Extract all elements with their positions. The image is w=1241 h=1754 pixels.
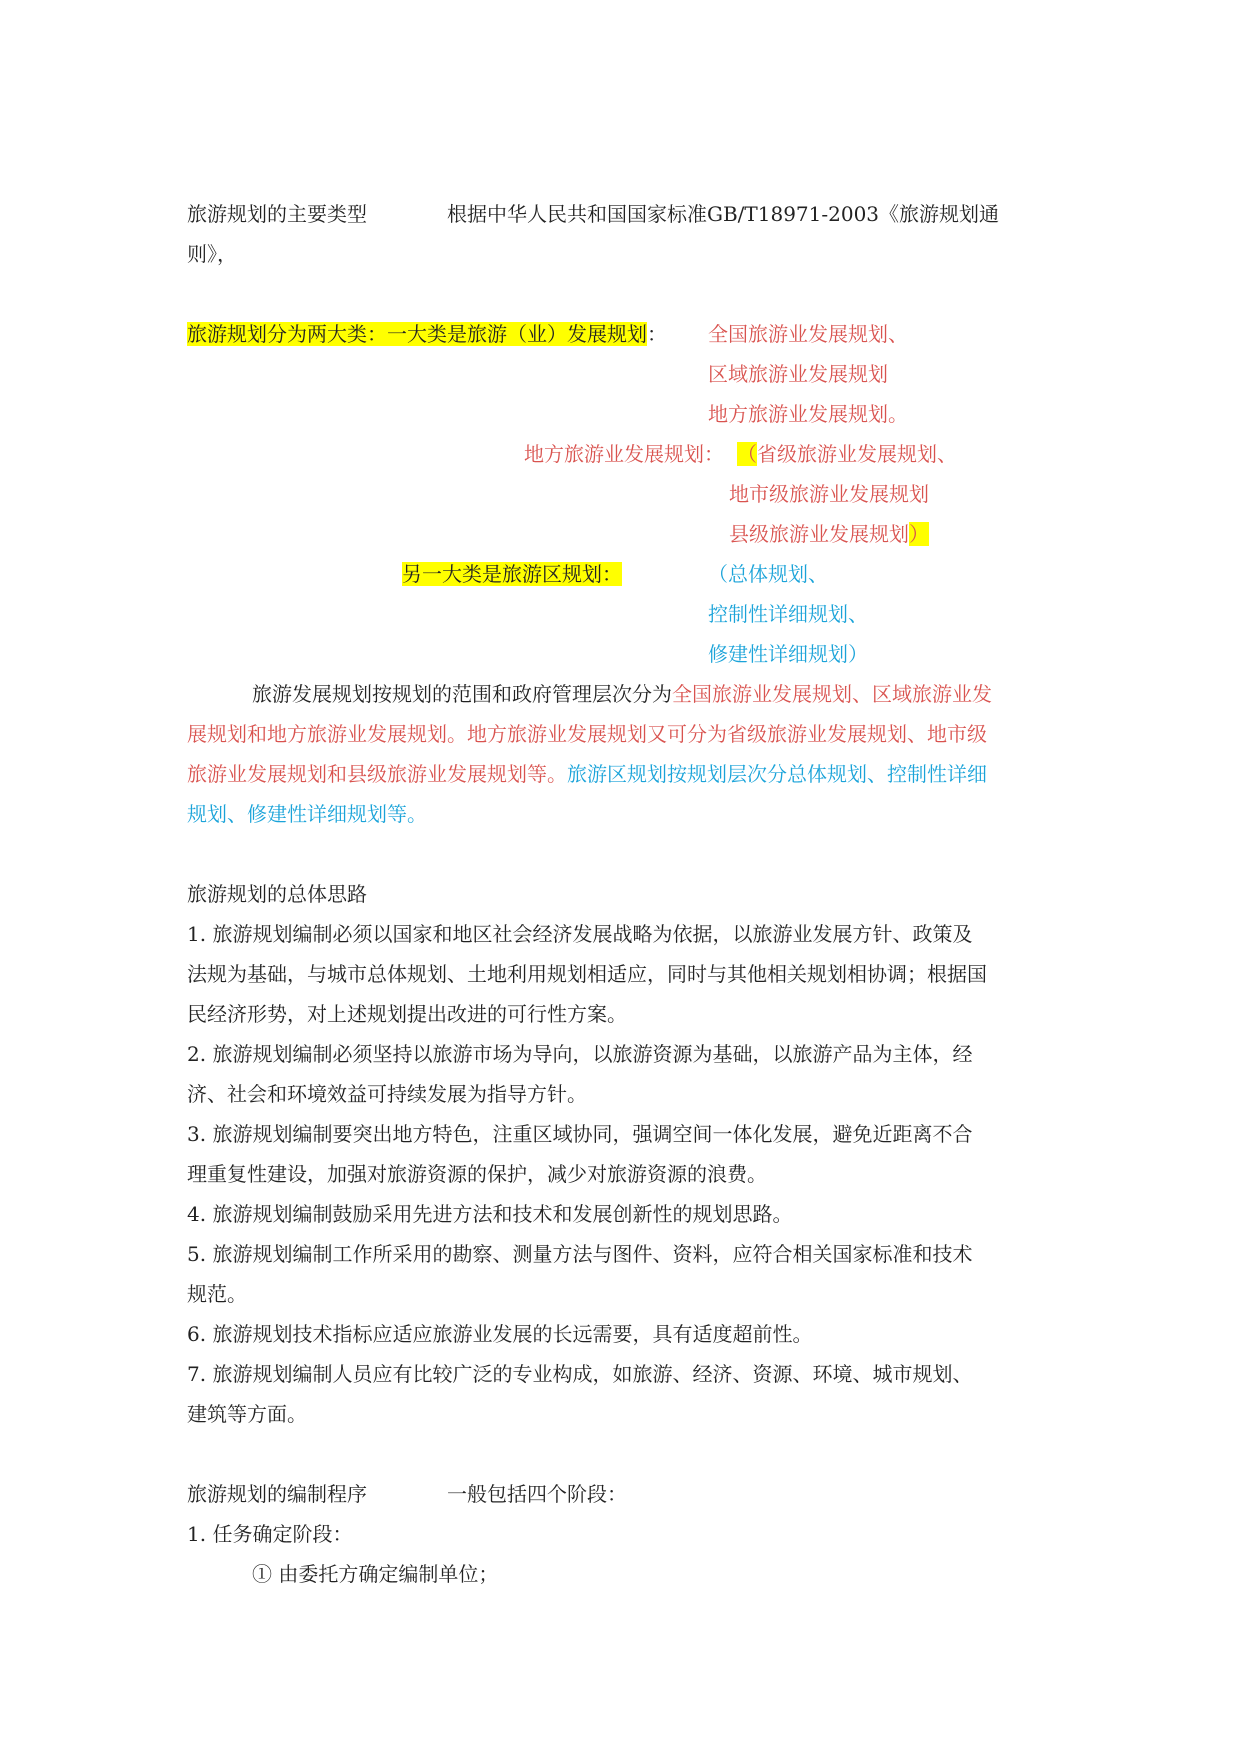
ideas-line: 建筑等方面。 (187, 1402, 307, 1426)
local-close-paren: ） (909, 522, 929, 546)
section-heading-procedure: 旅游规划的编制程序 (187, 1482, 367, 1506)
para-line-2 (187, 720, 987, 748)
ideas-line: 民经济形势，对上述规划提出改进的可行性方案。 (187, 1002, 627, 1026)
ideas-line: 4. 旅游规划编制鼓励采用先进方法和技术和发展创新性的规划思路。 (187, 1202, 793, 1226)
dev-item-national: 全国旅游业发展规划、 (708, 322, 908, 346)
area-item-site: 修建性详细规划） (708, 642, 868, 666)
local-plan-label: 地方旅游业发展规划： (524, 442, 724, 466)
para-line-3-a: 旅游业发展规划和县级旅游业发展规划等。 (187, 762, 567, 786)
ideas-line: 规范。 (187, 1282, 247, 1306)
main-label-highlight: 旅游规划分为两大类：一大类是旅游（业）发展规划 (187, 322, 647, 346)
ideas-line: 法规为基础，与城市总体规划、土地利用规划相适应，同时与其他相关规划相协调；根据国 (187, 962, 987, 986)
local-open-paren: （ (737, 442, 757, 466)
other-category-label (402, 560, 622, 588)
ideas-line: 3. 旅游规划编制要突出地方特色，注重区域协同，强调空间一体化发展，避免近距离不合 (187, 1122, 973, 1146)
local-item-city: 地市级旅游业发展规划 (729, 482, 929, 506)
ideas-line: 1. 旅游规划编制必须以国家和地区社会经济发展战略为依据，以旅游业发展方针、政策及 (187, 922, 973, 946)
para-line-1-b: 全国旅游业发展规划、区域旅游业发 (672, 682, 992, 706)
procedure-step-1: 1. 任务确定阶段： (187, 1522, 353, 1546)
para-line-1 (252, 680, 992, 708)
dev-item-regional: 区域旅游业发展规划 (708, 362, 888, 386)
procedure-intro: 一般包括四个阶段： (447, 1482, 627, 1506)
ideas-line: 理重复性建设，加强对旅游资源的保护，减少对旅游资源的浪费。 (187, 1162, 767, 1186)
area-item-master: （总体规划、 (708, 562, 828, 586)
local-item-county-text: 县级旅游业发展规划 (729, 522, 909, 546)
para-line-2-a: 展规划和地方旅游业发展规划。 (187, 722, 467, 746)
para-line-3 (187, 760, 987, 788)
area-item-regulatory: 控制性详细规划、 (708, 602, 868, 626)
para-line-4: 规划、修建性详细规划等。 (187, 802, 427, 826)
main-label-colon: ： (647, 322, 667, 346)
standard-intro-line-2: 则》， (187, 242, 237, 266)
local-item-province (737, 440, 957, 468)
standard-intro-line-1: 根据中华人民共和国国家标准GB/T18971-2003《旅游规划通 (447, 202, 1000, 226)
section-heading-types: 旅游规划的主要类型 (187, 202, 367, 226)
para-line-2-b: 地方旅游业发展规划又可分为省级旅游业发展规划、地市级 (467, 722, 987, 746)
other-label-highlight: 另一大类是旅游区规划： (402, 562, 622, 586)
ideas-line: 7. 旅游规划编制人员应有比较广泛的专业构成，如旅游、经济、资源、环境、城市规划、 (187, 1362, 973, 1386)
dev-item-local: 地方旅游业发展规划。 (708, 402, 908, 426)
procedure-substep-1: ① 由委托方确定编制单位； (252, 1562, 499, 1586)
ideas-line: 2. 旅游规划编制必须坚持以旅游市场为导向，以旅游资源为基础，以旅游产品为主体，经 (187, 1042, 973, 1066)
ideas-line: 5. 旅游规划编制工作所采用的勘察、测量方法与图件、资料，应符合相关国家标准和技术 (187, 1242, 973, 1266)
section-heading-ideas: 旅游规划的总体思路 (187, 882, 367, 906)
para-line-1-a: 旅游发展规划按规划的范围和政府管理层次分为 (252, 682, 672, 706)
local-item-province-text: 省级旅游业发展规划、 (757, 442, 957, 466)
outline-main-label (187, 320, 667, 348)
ideas-line: 济、社会和环境效益可持续发展为指导方针。 (187, 1082, 587, 1106)
local-item-county (729, 520, 929, 548)
para-line-3-b: 旅游区规划按规划层次分总体规划、控制性详细 (567, 762, 987, 786)
ideas-line: 6. 旅游规划技术指标应适应旅游业发展的长远需要，具有适度超前性。 (187, 1322, 813, 1346)
